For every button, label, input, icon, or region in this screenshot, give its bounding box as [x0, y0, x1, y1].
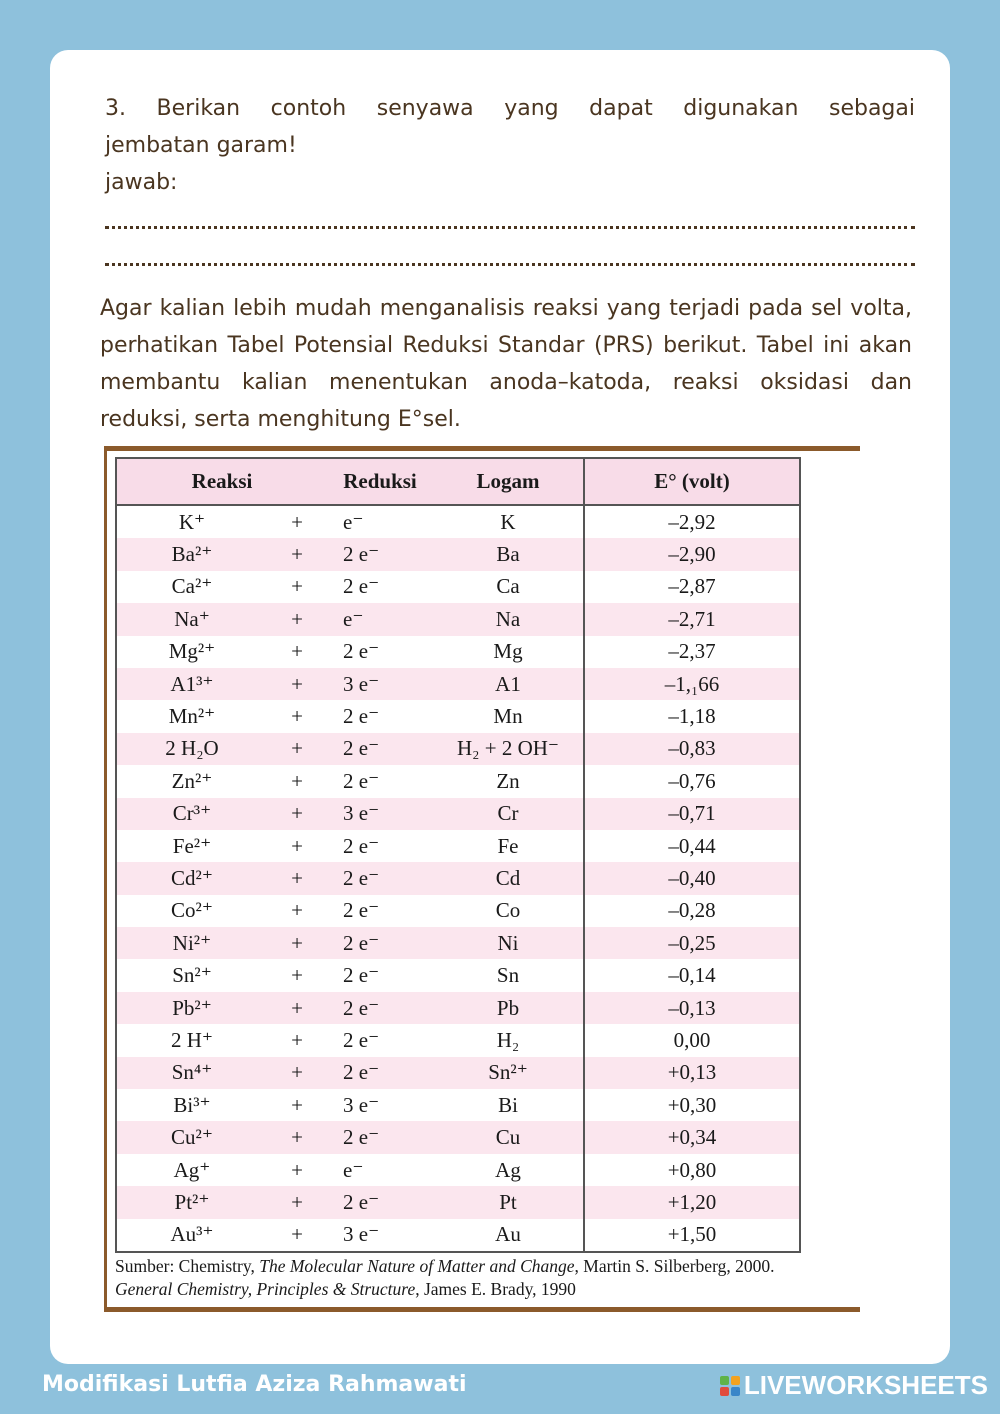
cell-electrons: 2 e⁻ [327, 1057, 433, 1089]
cell-electrons: 2 e⁻ [343, 639, 380, 664]
cell-plus: + [291, 1157, 303, 1182]
table-row [116, 1186, 800, 1218]
cell-logam: H₂ + 2 OH⁻ [433, 733, 584, 765]
answer-label: jawab: [105, 170, 178, 195]
table-row [116, 895, 800, 927]
source-book1-suffix: , Martin S. Silberberg, 2000. [574, 1256, 775, 1276]
cell-logam: Bi [498, 1092, 518, 1117]
cell-e0: –0,44 [584, 830, 800, 862]
cell-electrons: e⁻ [343, 1157, 364, 1182]
prs-table [115, 457, 801, 1253]
cell-ion: Ag⁺ [173, 1157, 211, 1182]
cell-logam: Fe [497, 833, 519, 858]
cell-plus: + [291, 1027, 303, 1052]
cell-plus: + [267, 1186, 327, 1218]
cell-plus: + [291, 898, 303, 923]
cell-ion: Pb²⁺ [116, 992, 267, 1024]
cell-electrons: e⁻ [327, 603, 433, 635]
cell-logam: Ba [433, 538, 584, 570]
cell-ion: Cr³⁺ [116, 798, 267, 830]
cell-ion: Sn⁴⁺ [116, 1057, 267, 1089]
table-source [115, 1255, 860, 1301]
cell-logam: Ag [495, 1157, 521, 1182]
cell-ion: Cd²⁺ [116, 862, 267, 894]
cell-ion: Bi³⁺ [173, 1092, 211, 1117]
answer-line-1[interactable] [105, 222, 915, 229]
table-row [116, 798, 800, 830]
cell-e0: –0,76 [584, 765, 800, 797]
cell-plus: + [267, 992, 327, 1024]
header-e0: E° (volt) [584, 458, 800, 505]
header-reaksi: Reaksi [116, 458, 327, 505]
source-prefix: Sumber: Chemistry, [115, 1256, 260, 1276]
cell-e0: –0,71 [584, 798, 800, 830]
cell-electrons: 3 e⁻ [327, 798, 433, 830]
cell-ion: Zn²⁺ [171, 768, 213, 793]
cell-plus: + [291, 963, 303, 988]
question-3 [105, 90, 915, 201]
table-row [116, 959, 800, 991]
cell-plus: + [267, 1121, 327, 1153]
cell-logam: Co [495, 898, 521, 923]
table-row [116, 700, 800, 732]
table-row [116, 603, 800, 635]
cell-electrons: 2 e⁻ [343, 768, 380, 793]
cell-plus: + [291, 1222, 303, 1247]
cell-e0: –2,37 [584, 636, 800, 668]
cell-logam: Zn [496, 768, 520, 793]
cell-ion: 2 H₂O [116, 733, 267, 765]
cell-plus: + [291, 639, 303, 664]
cell-electrons: 2 e⁻ [343, 833, 380, 858]
cell-ion: Mn²⁺ [168, 704, 216, 729]
cell-plus: + [291, 574, 303, 599]
answer-line-2[interactable] [105, 259, 915, 266]
cell-e0: –2,92 [584, 505, 800, 538]
cell-ion: Co²⁺ [171, 898, 213, 923]
cell-electrons: 2 e⁻ [327, 1186, 433, 1218]
cell-e0: –2,90 [584, 538, 800, 570]
cell-ion: 2 H⁺ [171, 1027, 213, 1052]
table-row [116, 1219, 800, 1252]
cell-e0: +0,13 [584, 1057, 800, 1089]
cell-ion: A1³⁺ [116, 668, 267, 700]
intro-paragraph: Agar kalian lebih mudah menganalisis reaksi yang terjadi pada sel volta, perhatikan Tabel Potensial Reduksi Standar (PRS) berikut. Tabel ini akan membantu kalian menentukan anoda–katoda, reaksi oksidasi dan reduksi, serta menghitung E°sel. [100, 296, 912, 432]
table-row [116, 992, 800, 1024]
table-row [116, 1154, 800, 1186]
cell-plus: + [267, 603, 327, 635]
cell-ion: Na⁺ [116, 603, 267, 635]
cell-plus: + [267, 1057, 327, 1089]
cell-logam: Mn [493, 704, 523, 729]
cell-ion: Mg²⁺ [168, 639, 216, 664]
cell-logam: Ni [433, 927, 584, 959]
table-row [116, 1121, 800, 1153]
source-book2-suffix: , James E. Brady, 1990 [415, 1279, 576, 1299]
cell-logam: Cr [433, 798, 584, 830]
cell-plus: + [267, 798, 327, 830]
cell-e0: +1,50 [584, 1219, 800, 1252]
cell-ion: Ca²⁺ [171, 574, 213, 599]
cell-logam: Au [495, 1222, 521, 1247]
cell-electrons: 3 e⁻ [343, 1222, 380, 1247]
header-reduksi: Reduksi [327, 458, 433, 505]
source-book1: The Molecular Nature of Matter and Change [259, 1256, 575, 1276]
cell-plus: + [267, 927, 327, 959]
cell-electrons: 2 e⁻ [343, 898, 380, 923]
cell-logam: Cd [433, 862, 584, 894]
cell-logam: Sn [496, 963, 520, 988]
cell-e0: +0,34 [584, 1121, 800, 1153]
question-text: 3. Berikan contoh senyawa yang dapat digunakan sebagai [105, 96, 915, 121]
cell-ion: Ni²⁺ [116, 927, 267, 959]
table-row [116, 571, 800, 603]
cell-e0: –0,14 [584, 959, 800, 991]
cell-logam: H₂ [496, 1027, 520, 1052]
cell-e0: –2,71 [584, 603, 800, 635]
cell-logam: Pb [433, 992, 584, 1024]
cell-ion: Cu²⁺ [116, 1121, 267, 1153]
cell-ion: Au³⁺ [170, 1222, 214, 1247]
cell-electrons: 2 e⁻ [343, 1027, 380, 1052]
cell-e0: –2,87 [584, 571, 800, 603]
cell-plus: + [267, 538, 327, 570]
cell-plus: + [267, 862, 327, 894]
cell-e0: +0,30 [584, 1089, 800, 1121]
table-row [116, 636, 800, 668]
table-row [116, 668, 800, 700]
author-credit: Modifikasi Lutfia Aziza Rahmawati [42, 1372, 467, 1397]
cell-plus: + [291, 704, 303, 729]
table-body [116, 505, 800, 1252]
cell-logam: Pt [433, 1186, 584, 1218]
cell-electrons: 3 e⁻ [327, 668, 433, 700]
cell-electrons: 2 e⁻ [327, 927, 433, 959]
cell-logam: Mg [493, 639, 523, 664]
cell-electrons: 2 e⁻ [327, 733, 433, 765]
cell-ion: Pt²⁺ [116, 1186, 267, 1218]
cell-e0: –1,₁66 [584, 668, 800, 700]
cell-logam: A1 [433, 668, 584, 700]
cell-e0: –0,25 [584, 927, 800, 959]
table-row [116, 733, 800, 765]
cell-e0: 0,00 [584, 1024, 800, 1056]
cell-electrons: 2 e⁻ [327, 1121, 433, 1153]
table-row [116, 862, 800, 894]
table-row [116, 1024, 800, 1056]
cell-e0: –1,18 [584, 700, 800, 732]
cell-plus: + [267, 668, 327, 700]
cell-plus: + [291, 1092, 303, 1117]
liveworksheets-logo[interactable] [720, 1370, 988, 1401]
cell-ion: Fe²⁺ [172, 833, 212, 858]
header-logam: Logam [433, 458, 584, 505]
cell-electrons: 3 e⁻ [343, 1092, 380, 1117]
cell-ion: K⁺ [178, 509, 206, 534]
cell-electrons: 2 e⁻ [343, 963, 380, 988]
cell-logam: Na [433, 603, 584, 635]
cell-e0: –0,40 [584, 862, 800, 894]
cell-e0: +1,20 [584, 1186, 800, 1218]
table-header-row [116, 458, 800, 505]
cell-plus: + [291, 833, 303, 858]
cell-logam: Ca [496, 574, 520, 599]
cell-plus: + [291, 509, 303, 534]
cell-logam: K [500, 509, 516, 534]
table-row [116, 1089, 800, 1121]
table-row [116, 1057, 800, 1089]
cell-logam: Sn²⁺ [433, 1057, 584, 1089]
cell-e0: –0,13 [584, 992, 800, 1024]
cell-e0: +0,80 [584, 1154, 800, 1186]
cell-logam: Cu [433, 1121, 584, 1153]
table-row [116, 927, 800, 959]
table-row [116, 830, 800, 862]
cell-electrons: 2 e⁻ [343, 574, 380, 599]
cell-electrons: e⁻ [343, 509, 364, 534]
brand-name: LIVEWORKSHEETS [743, 1370, 988, 1400]
cell-plus: + [291, 768, 303, 793]
table-row [116, 765, 800, 797]
cell-electrons: 2 e⁻ [327, 862, 433, 894]
liveworksheets-icon [720, 1376, 740, 1396]
cell-e0: –0,28 [584, 895, 800, 927]
cell-e0: –0,83 [584, 733, 800, 765]
cell-electrons: 2 e⁻ [327, 538, 433, 570]
source-book2: General Chemistry, Principles & Structure [115, 1279, 416, 1299]
prs-table-frame [104, 446, 860, 1312]
cell-plus: + [267, 733, 327, 765]
cell-electrons: 2 e⁻ [327, 992, 433, 1024]
question-text-cont: jembatan garam! [105, 133, 297, 158]
cell-electrons: 2 e⁻ [343, 704, 380, 729]
table-row [116, 538, 800, 570]
table-row [116, 505, 800, 538]
cell-ion: Sn²⁺ [172, 963, 212, 988]
cell-ion: Ba²⁺ [116, 538, 267, 570]
